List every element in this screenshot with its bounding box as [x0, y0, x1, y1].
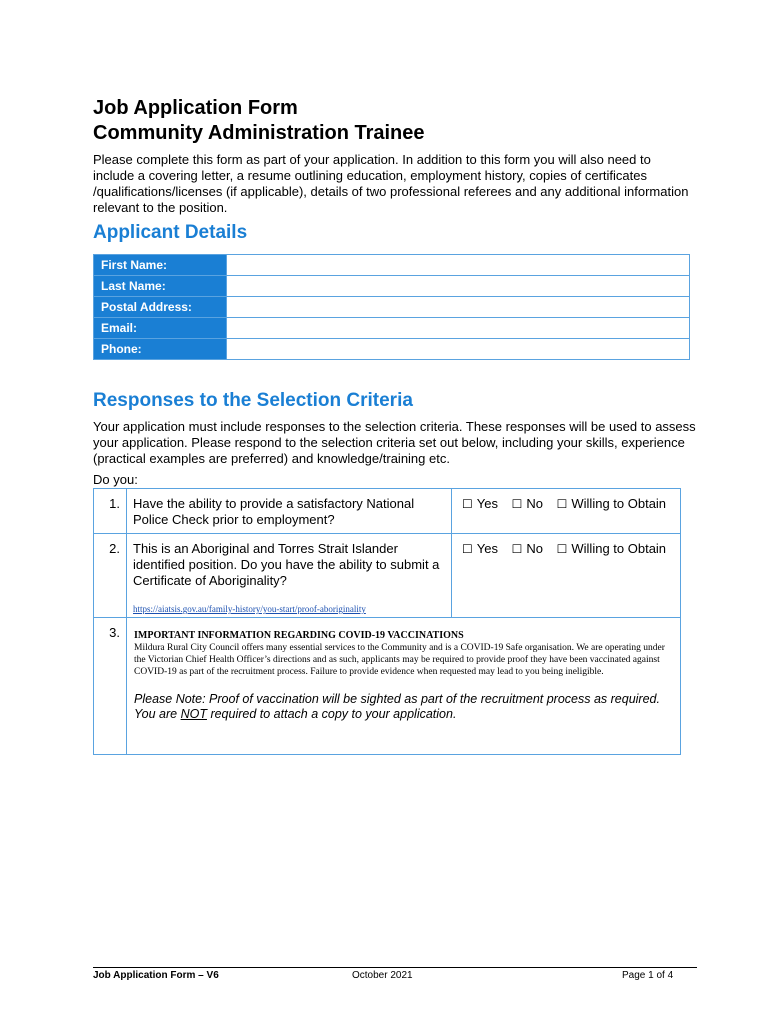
first-name-label: First Name:	[94, 255, 227, 276]
table-row	[94, 489, 681, 534]
covid-info-cell	[127, 618, 681, 755]
last-name-field[interactable]	[227, 276, 690, 297]
willing-label: Willing to Obtain	[571, 541, 667, 556]
willing-checkbox[interactable]: ☐	[556, 497, 568, 511]
footer-page-number: Page 1 of 4	[622, 970, 674, 981]
covid-info-body: Mildura Rural City Council offers many essential services to the Community and is a COVID-19 Safe organisation. We are operating under the Victorian Chief Health Officer’s directions and as such, applicants may be required to provide proof they have been vaccinated against COVID-19 as part of the recruitment process. Failure to provide evidence when requested may lead to you being ineligible.	[134, 643, 665, 677]
selection-criteria-table	[93, 488, 681, 755]
do-you-label: Do you:	[93, 472, 138, 487]
intro-paragraph: Please complete this form as part of your application. In addition to this form you will also need to include a covering letter, a resume outlining education, employment history, copies of certificates /qualifications/licenses (if applicable), details of two professional referees and any additional information relevant to the position.	[93, 152, 689, 215]
postal-address-field[interactable]	[227, 297, 690, 318]
title-line-2: Community Administration Trainee	[93, 122, 425, 144]
yes-label: Yes	[476, 496, 498, 511]
criterion-number: 3.	[94, 618, 127, 755]
note-part-2: required to attach a copy to your application.	[206, 707, 457, 721]
table-row	[94, 297, 690, 318]
yes-checkbox[interactable]: ☐	[462, 542, 473, 556]
selection-criteria-heading: Responses to the Selection Criteria	[93, 390, 413, 411]
criterion-number: 1.	[94, 489, 127, 534]
first-name-field[interactable]	[227, 255, 690, 276]
email-field[interactable]	[227, 318, 690, 339]
table-row	[94, 255, 690, 276]
title-line-1: Job Application Form	[93, 97, 298, 119]
table-row	[94, 618, 681, 755]
criterion-question-cell	[127, 534, 452, 618]
willing-label: Willing to Obtain	[571, 496, 667, 511]
note-not: NOT	[180, 707, 207, 721]
criterion-options	[452, 489, 681, 534]
yes-checkbox[interactable]: ☐	[462, 497, 473, 511]
postal-address-label: Postal Address:	[94, 297, 227, 318]
aboriginality-link[interactable]: https://aiatsis.gov.au/family-history/you-start/proof-aboriginality	[133, 604, 366, 614]
criterion-number: 2.	[94, 534, 127, 618]
no-checkbox[interactable]: ☐	[511, 542, 523, 556]
no-checkbox[interactable]: ☐	[511, 497, 523, 511]
footer-form-version: Job Application Form – V6	[93, 970, 219, 981]
criterion-question: Have the ability to provide a satisfactory National Police Check prior to employment?	[127, 489, 452, 534]
table-row	[94, 339, 690, 360]
footer-divider	[93, 967, 697, 968]
covid-info-title: IMPORTANT INFORMATION REGARDING COVID-19 VACCINATIONS	[134, 630, 464, 641]
footer-date: October 2021	[352, 970, 413, 981]
phone-field[interactable]	[227, 339, 690, 360]
email-label: Email:	[94, 318, 227, 339]
last-name-label: Last Name:	[94, 276, 227, 297]
yes-label: Yes	[476, 541, 498, 556]
willing-checkbox[interactable]: ☐	[556, 542, 568, 556]
table-row	[94, 276, 690, 297]
note-part-1: Please Note: Proof of vaccination will be sighted as part of the recruitment process as required. You are	[134, 692, 660, 721]
table-row	[94, 318, 690, 339]
applicant-details-heading: Applicant Details	[93, 222, 248, 243]
phone-label: Phone:	[94, 339, 227, 360]
no-label: No	[526, 541, 543, 556]
criterion-options	[452, 534, 681, 618]
page-title	[93, 96, 425, 146]
applicant-details-table	[93, 254, 690, 360]
table-row	[94, 534, 681, 618]
no-label: No	[526, 496, 543, 511]
vaccination-note	[134, 692, 672, 722]
criterion-question: This is an Aboriginal and Torres Strait Islander identified position. Do you have the ability to submit a Certificate of Aboriginality?	[133, 541, 440, 588]
selection-criteria-intro: Your application must include responses to the selection criteria. These responses will be used to assess your application. Please respond to the selection criteria set out below, including your skills, experience (practical examples are preferred) and knowledge/training etc.	[93, 419, 696, 466]
